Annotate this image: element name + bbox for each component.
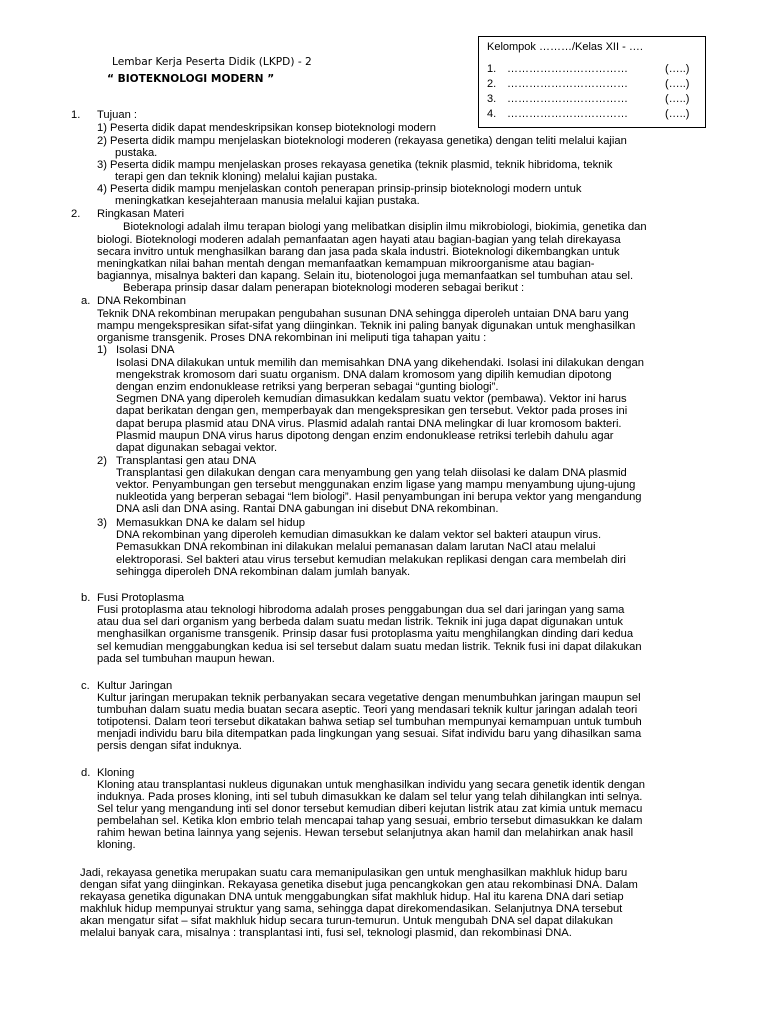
- group-member-row: [487, 108, 697, 121]
- subsection-heading: DNA Rekombinan: [97, 295, 186, 307]
- member-number: 4.: [487, 108, 497, 120]
- text-line: sel kemudian menggabungkan kedua isi sel tersebut dalam suatu medan listrik. Teknik fusi ini dapat dilakukan: [97, 641, 642, 653]
- text-line: dengan enzim endonuklease retriksi yang berperan sebagai “gunting biologi”.: [116, 381, 499, 393]
- text-line: Pemasukkan DNA rekombinan ini dilakukan melalui pemanasan dalam larutan NaCl atau melalui: [116, 541, 596, 553]
- member-name-blank: ……………………………: [507, 63, 628, 75]
- text-line: menjadi individu baru bila ditempatkan pada lingkungan yang sesuai. Sifat individu baru yang dihasilkan sama: [97, 728, 642, 740]
- text-line: dapat berupa plasmid atau DNA virus. Plasmid adalah rantai DNA melingkar di luar kromosom bakteri.: [116, 418, 622, 430]
- subsection-heading: Kultur Jaringan: [97, 680, 173, 692]
- section-number: 1.: [71, 109, 81, 121]
- text-line: menghasilkan organisme transgenik. Prinsip dasar fusi protoplasma yaitu menghilangkan dinding dari kedua: [97, 628, 634, 640]
- text-line: Beberapa prinsip dasar dalam penerapan bioteknologi moderen sebagai berikut :: [123, 282, 525, 294]
- subsection-letter: a.: [81, 295, 91, 307]
- text-line: Segmen DNA yang diperoleh kemudian dimasukkan kedalam suatu vektor (pembawa). Vektor ini harus: [116, 393, 627, 405]
- text-line: nukleotida yang berperan sebagai “lem biologi”. Hasil penyambungan ini berupa vektor yang mengandung: [116, 491, 642, 503]
- text-line: tumbuhan dalam suatu media buatan secara aseptic. Teori yang mendasari teknik kultur jaringan adalah teori: [97, 704, 638, 716]
- text-line: melalui banyak cara, misalnya : transplantasi inti, fusi sel, teknologi plasmid, dan rekombinasi DNA.: [80, 927, 572, 939]
- text-line: bagiannya, misalnya bakteri dan kapang. Selain itu, biotenologoi juga memanfaatkan sel tumbuhan atau sel.: [97, 270, 634, 282]
- text-line: atau dua sel dari organism yang berbeda dalam suatu medan listrik. Teknik ini juga dapat digunakan untuk: [97, 616, 623, 628]
- text-line: rekayasa genetika digunakan DNA untuk menggabungkan sifat makhluk hidup. Hal itu karena DNA dari setiap: [80, 891, 624, 903]
- worksheet-title: Lembar Kerja Peserta Didik (LKPD) - 2: [112, 56, 312, 68]
- item-heading: Isolasi DNA: [116, 344, 175, 356]
- text-line: meningkatkan nilai bahan mentah dengan memanfaatkan kemampuan mikroorganisme atau bagian-: [97, 258, 595, 270]
- group-member-row: [487, 93, 697, 106]
- text-line: Bioteknologi adalah ilmu terapan biologi yang melibatkan disiplin ilmu mikrobiologi, biokimia, genetika dan: [123, 221, 647, 233]
- subsection-letter: d.: [81, 767, 91, 779]
- member-absen-blank: (…..): [665, 78, 690, 90]
- text-line: Sel telur yang mengandung inti sel donor tersebut kemudian diberi kejutan listrik atau zat kimia untuk memacu: [97, 803, 643, 815]
- group-class-field: Kelompok ………/Kelas XII - ….: [487, 41, 643, 53]
- item-heading: Memasukkan DNA ke dalam sel hidup: [116, 517, 306, 529]
- member-name-blank: ……………………………: [507, 93, 628, 105]
- text-line: dengan sifat yang diinginkan. Rekayasa genetika disebut juga pencangkokan gen atau rekombinasi DNA. Dalam: [80, 879, 638, 891]
- worksheet-subtitle: “ BIOTEKNOLOGI MODERN ”: [107, 73, 275, 85]
- section-number: 2.: [71, 208, 81, 220]
- member-absen-blank: (…..): [665, 63, 690, 75]
- subsection-letter: c.: [81, 680, 90, 692]
- text-line: pustaka.: [115, 147, 158, 159]
- text-line: dapat digunakan sebagai vektor.: [116, 442, 278, 454]
- text-line: totipotensi. Dalam teori tersebut dikatakan bahwa setiap sel tumbuhan mempunyai kemampuan untuk tumbuh: [97, 716, 642, 728]
- text-line: kloning.: [97, 839, 136, 851]
- text-line: Fusi protoplasma atau teknologi hibrodoma adalah proses penggabungan dua sel dari jaringan yang sama: [97, 604, 625, 616]
- member-absen-blank: (…..): [665, 93, 690, 105]
- section-heading: Tujuan :: [97, 109, 138, 121]
- text-line: biologi. Bioteknologi moderen adalah pemanfaatan agen hayati atau bagian-bagian yang telah direkayasa: [97, 234, 621, 246]
- text-line: Kultur jaringan merupakan teknik perbanyakan secara vegetative dengan menumbuhkan jaringan maupun sel: [97, 692, 641, 704]
- group-member-row: [487, 78, 697, 91]
- text-line: DNA asli dan DNA asing. Rantai DNA gabungan ini disebut DNA rekombinan.: [116, 503, 499, 515]
- section-heading: Ringkasan Materi: [97, 208, 185, 220]
- text-line: organisme transgenik. Proses DNA rekombinan ini meliputi tiga tahapan yaitu :: [97, 332, 487, 344]
- text-line: 2) Peserta didik mampu menjelaskan bioteknologi moderen (rekayasa genetika) dengan teliti melalui kajian: [97, 135, 627, 147]
- text-line: mampu mengekspresikan sifat-sifat yang diinginkan. Teknik ini paling banyak digunakan untuk menghasilkan: [97, 320, 636, 332]
- member-name-blank: ……………………………: [507, 108, 628, 120]
- text-line: sehingga diperoleh DNA rekombinan dalam jumlah banyak.: [116, 566, 411, 578]
- text-line: Jadi, rekayasa genetika merupakan suatu cara memanipulasikan gen untuk menghasilkan makhluk hidup baru: [80, 867, 628, 879]
- text-line: DNA rekombinan yang diperoleh kemudian dimasukkan ke dalam vektor sel bakteri ataupun virus.: [116, 529, 602, 541]
- subsection-heading: Fusi Protoplasma: [97, 592, 185, 604]
- member-name-blank: ……………………………: [507, 78, 628, 90]
- text-line: pada sel tumbuhan maupun hewan.: [97, 653, 275, 665]
- member-number: 3.: [487, 93, 497, 105]
- text-line: Plasmid maupun DNA virus harus dipotong dengan enzim endonuklease retriksi terlebih dahulu agar: [116, 430, 614, 442]
- text-line: meningkatkan kesejahteraan manusia melalui kajian pustaka.: [115, 195, 420, 207]
- text-line: elektroporasi. Sel bakteri atau virus tersebut kemudian melakukan replikasi dengan cara membelah diri: [116, 554, 626, 566]
- group-info-box: [478, 36, 706, 128]
- text-line: Isolasi DNA dilakukan untuk memilih dan memisahkan DNA yang dikehendaki. Isolasi ini dilakukan dengan: [116, 357, 644, 369]
- text-line: terapi gen dan teknik kloning) melalui kajian pustaka.: [115, 171, 378, 183]
- member-number: 2.: [487, 78, 497, 90]
- item-number: 3): [97, 517, 107, 529]
- text-line: vektor. Penyambungan gen tersebut menggunakan enzim ligase yang mampu menyambung ujung-ujung: [116, 479, 636, 491]
- text-line: Transplantasi gen dilakukan dengan cara menyambung gen yang telah diisolasi ke dalam DNA plasmid: [116, 467, 627, 479]
- item-number: 1): [97, 344, 107, 356]
- text-line: makhluk hidup mempunyai struktur yang sama, sehingga dapat direkomendasikan. Selanjutnya DNA tersebut: [80, 903, 623, 915]
- text-line: 4) Peserta didik mampu menjelaskan contoh penerapan prinsip-prinsip bioteknologi modern untuk: [97, 183, 582, 195]
- subsection-letter: b.: [81, 592, 91, 604]
- member-number: 1.: [487, 63, 497, 75]
- item-number: 2): [97, 455, 107, 467]
- text-line: Teknik DNA rekombinan merupakan pengubahan susunan DNA sehingga diperoleh untaian DNA baru yang: [97, 308, 629, 320]
- text-line: induknya. Pada proses kloning, inti sel tubuh dimasukkan ke dalam sel telur yang telah dihilangkan inti selnya.: [97, 791, 643, 803]
- text-line: secara invitro untuk menghasilkan barang dan jasa pada skala industri. Bioteknologi dikembangkan untuk: [97, 246, 620, 258]
- text-line: mengekstrak kromosom dari suatu organism. DNA dalam kromosom yang dipilih kemudian dipotong: [116, 369, 612, 381]
- text-line: 1) Peserta didik dapat mendeskripsikan konsep bioteknologi modern: [97, 122, 436, 134]
- member-absen-blank: (…..): [665, 108, 690, 120]
- group-member-row: [487, 63, 697, 76]
- text-line: rahim hewan betina lainnya yang sejenis. Hewan tersebut selanjutnya akan hamil dan melahirkan anak hasil: [97, 827, 634, 839]
- text-line: 3) Peserta didik mampu menjelaskan proses rekayasa genetika (teknik plasmid, teknik hibridoma, teknik: [97, 159, 613, 171]
- text-line: dapat berikatan dengan gen, memperbayak dan mengekspresikan gen tersebut. Vektor pada proses ini: [116, 405, 628, 417]
- item-heading: Transplantasi gen atau DNA: [116, 455, 257, 467]
- subsection-heading: Kloning: [97, 767, 135, 779]
- text-line: Kloning atau transplantasi nukleus digunakan untuk menghasilkan individu yang secara genetik identik dengan: [97, 779, 645, 791]
- text-line: pembelahan sel. Ketika klon embrio telah mencapai tahap yang sesuai, embrio tersebut dimasukkan ke dalam: [97, 815, 643, 827]
- text-line: persis dengan sifat induknya.: [97, 740, 242, 752]
- text-line: akan mengatur sifat – sifat makhluk hidup secara turun-temurun. Untuk mengubah DNA sel dapat dilakukan: [80, 915, 613, 927]
